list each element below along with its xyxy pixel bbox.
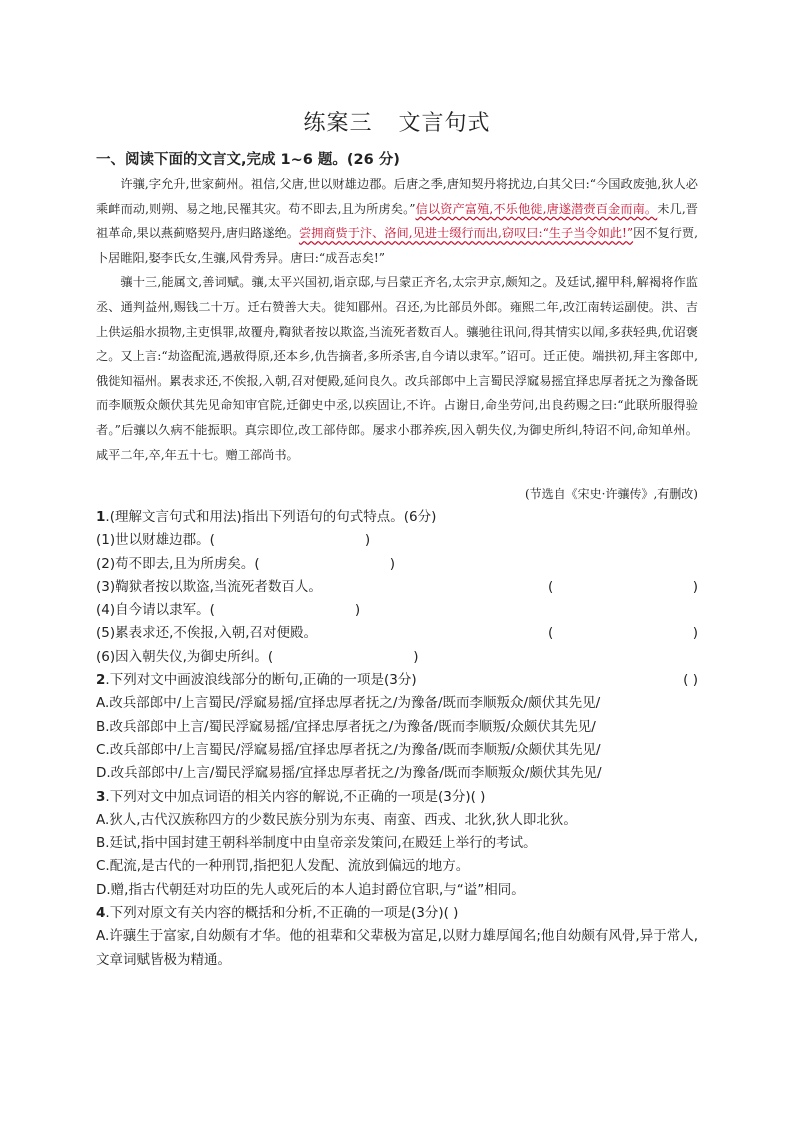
question-1-item: (1)世以财雄边郡。( ) [96,532,371,549]
passage-paragraph-1: 许骧,字允升,世家蓟州。祖信,父唐,世以财雄边郡。后唐之季,唐知契丹将扰边,白其父曰:“今国政废弛,狄人必乘衅而动,则朔、易之地,民罹其灾。苟不即去,且为所虏矣。”信以资产富殖,不乐他徙,唐遂潜赍百金而南。未几,晋祖革命,果以燕蓟赂契丹,唐归路遂绝。尝拥商赀于汴、洛间,见进士缀行而出,窃叹曰:“生子当令如此!”因不复行贾,卜居睢阳,娶李氏女,生骧,风骨秀异。唐曰:“成吾志矣!” [96,177,698,265]
question-1-item: (2)苟不即去,且为所虏矣。( ) [96,555,395,572]
question-3-option: B.廷试,指中国封建王朝科举制度中由皇帝亲发策问,在殿廷上举行的考试。 [96,835,537,852]
title-part-a: 练案三 [303,111,373,136]
question-2-option: B.改兵部郎中上言/蜀民浮窳易摇/宜择忠厚者抚之/为豫备/既而李顺叛/众颇伏其先见/ [96,718,596,735]
question-2-option: D.改兵部郎中/上言/蜀民浮窳易摇/宜择忠厚者抚之/为豫备/既而李顺叛众/颇伏其先见/ [96,765,602,782]
question-4-option: A.许骧生于富家,自幼颇有才华。他的祖辈和父辈极为富足,以财力雄厚闻名;他自幼颇有风骨,异于常人,文章词赋皆极为精通。 [96,928,699,968]
questions [96,506,698,972]
question-3-option: D.赠,指古代朝廷对功臣的先人或死后的本人追封爵位官职,与“谥”相同。 [96,881,525,898]
question-1-item: (5)累表求还,不俟报,入朝,召对便殿。 ( ) [96,625,698,642]
question-2-option: C.改兵部郎中/上言蜀民/浮窳易摇/宜择忠厚者抚之/为豫备/既而李顺叛/众颇伏其先见/ [96,741,601,758]
question-1-item: (3)鞫狱者按以欺盗,当流死者数百人。 ( ) [96,578,698,595]
passage-paragraph-2: 骧十三,能属文,善词赋。骧,太平兴国初,诣京邸,与吕蒙正齐名,太宗尹京,颇知之。及廷试,擢甲科,解褐将作监丞、通判益州,赐钱二十万。迁右赞善大夫。徙知郿州。召还,为比部员外郎。雍熙二年,改江南转运副使。洪、吉上供运船水损物,主吏惧罪,故覆舟,鞫狱者按以欺盗,当流死者数百人。骧驰往讯问,得其情实以闻,多获轻典,优诏褒之。又上言:“劫盗配流,遇赦得原,还本乡,仇告摘者,多所杀害,自今请以隶军。”诏可。迁正使。端拱初,拜主客郎中,俄徙知福州。累表求还,不俟报,入朝,召对便殿,延问良久。改兵部郎中上言蜀民浮窳易摇宜择忠厚者抚之为豫备既而李顺叛众颇伏其先见命知审官院,迁御史中丞,以疾固让,不许。占谢日,命坐劳问,出良药赐之曰:“此联所服得验者。”后骧以久病不能振职。真宗即位,改工部侍郎。屡求小郡养疾,因入朝失仪,为御史所纠,特诏不问,命知单州。咸平二年,卒,年五十七。赠工部尚书。 [96,275,698,462]
title-part-b: 文言句式 [398,111,491,136]
section-heading: 一、阅读下面的文言文,完成 1~6 题。(26 分) [96,152,400,168]
question-1-stem: 1.(理解文言句式和用法)指出下列语句的句式特点。(6分) [96,509,437,525]
question-4-stem: 4.下列对原文有关内容的概括和分析,不正确的一项是(3分)( ) [96,905,459,922]
question-3-stem: 3.下列对文中加点词语的相关内容的解说,不正确的一项是(3分)( ) [96,788,486,805]
question-2-stem: 2.下列对文中画波浪线部分的断句,正确的一项是(3分) ( ) [96,672,698,689]
question-1-item: (4)自今请以隶军。( ) [96,602,361,619]
question-3-option: C.配流,是古代的一种刑罚,指把犯人发配、流放到偏远的地方。 [96,858,470,875]
page-title [0,106,794,137]
question-2-option: A.改兵部郎中/上言蜀民/浮窳易摇/宜择忠厚者抚之/为豫备/既而李顺叛众/颇伏其先见/ [96,695,601,712]
question-3-option: A.狄人,古代汉族称四方的少数民族分别为东夷、南蛮、西戎、北狄,狄人即北狄。 [96,811,577,828]
underlined-sentence-2: 尝拥商赀于汴、洛间,见进士缀行而出,窃叹曰:“生子当令如此!” [298,226,634,241]
passage-source: (节选自《宋史·许骧传》,有删改) [525,487,698,501]
classical-passage [96,172,698,467]
question-1-item: (6)因入朝失仪,为御史所纠。( ) [96,648,419,665]
underlined-sentence-1: 信以资产富殖,不乐他徙,唐遂潜赍百金而南。 [415,201,658,216]
